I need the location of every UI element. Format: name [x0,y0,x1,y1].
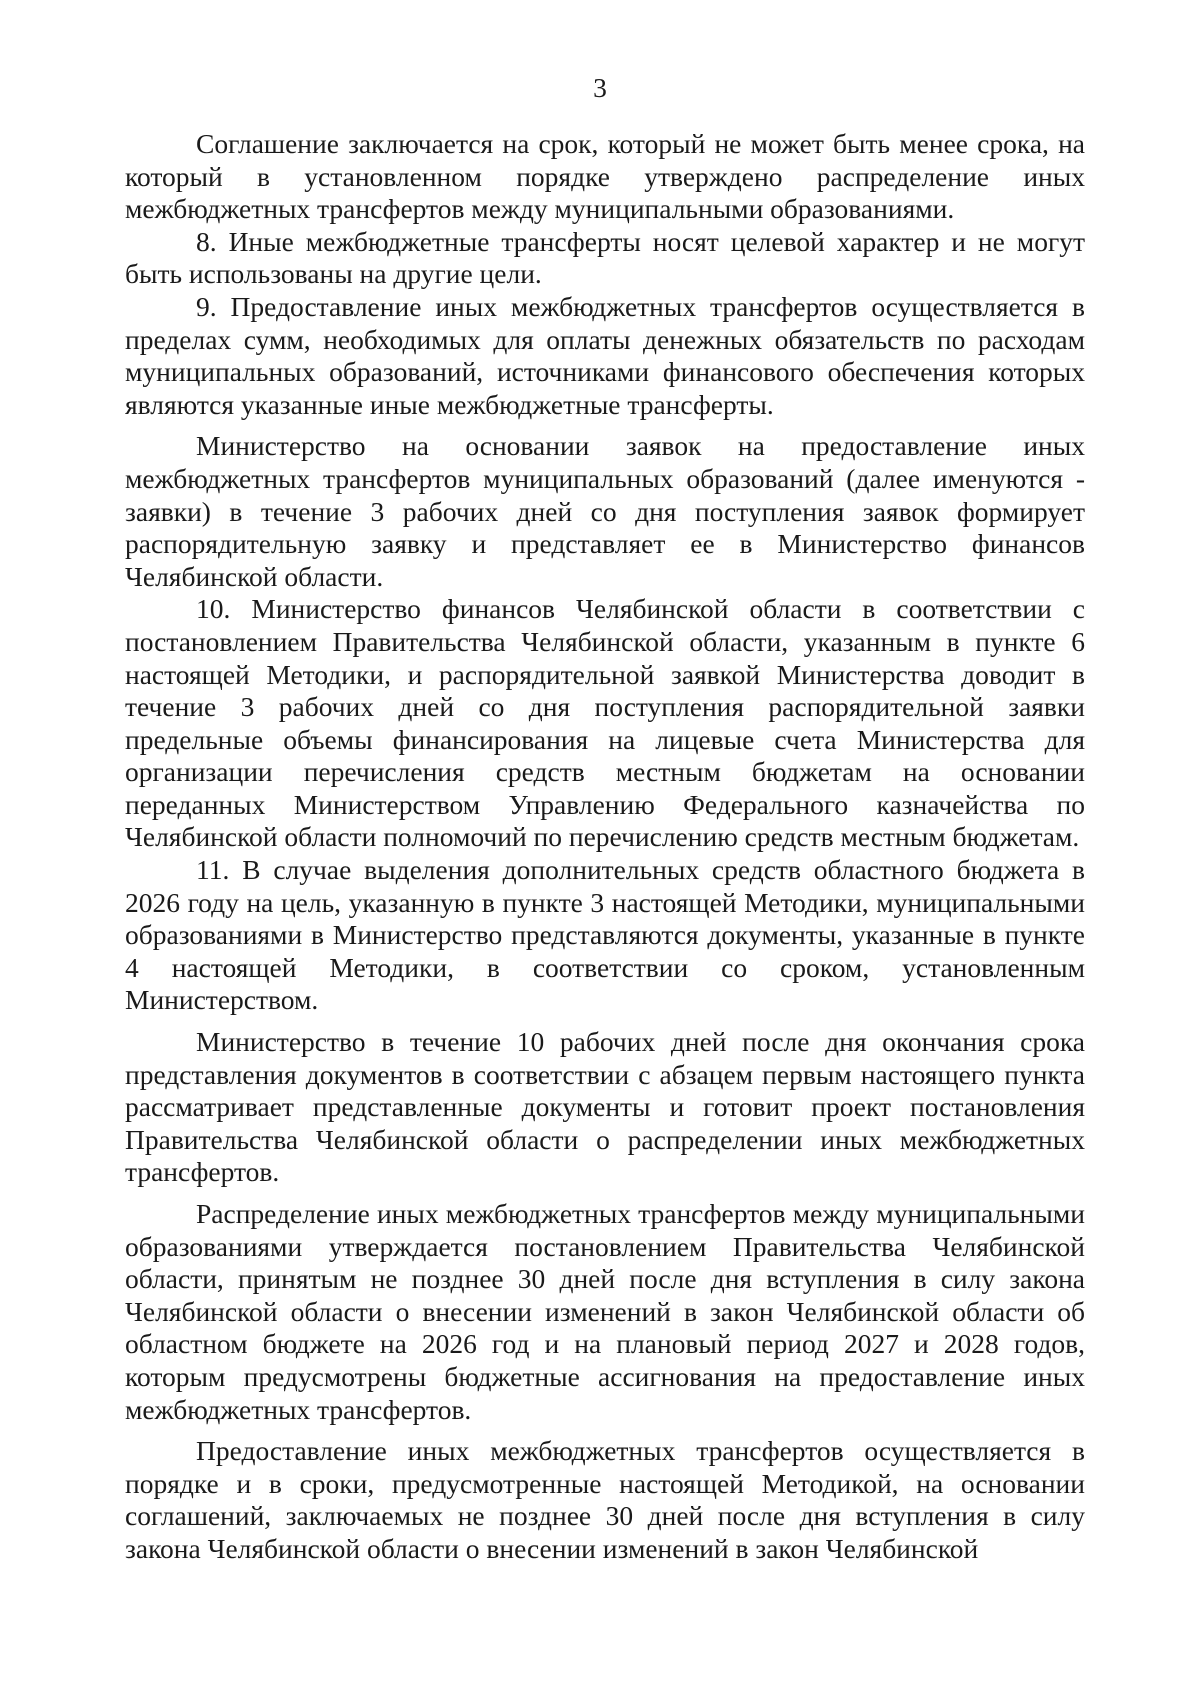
paragraph-ministry-applications: Министерство на основании заявок на предоставление иных межбюджетных трансфертов муниципальных образований (далее именуются - заявки) в течение 3 рабочих дней со дня поступления заявок формирует распорядительную заявку и представляет ее в Министерство финансов Челябинской области. [125,430,1085,592]
paragraph-item-9: 9. Предоставление иных межбюджетных трансфертов осуществляется в пределах сумм, необходимых для оплаты денежных обязательств по расходам муниципальных образований, источниками финансового обеспечения которых являются указанные иные межбюджетные трансферты. [125,290,1085,420]
paragraph-agreement-term: Соглашение заключается на срок, который не может быть менее срока, на который в установленном порядке утверждено распределение иных межбюджетных трансфертов между муниципальными образованиями. [125,128,1085,225]
document-body [125,128,1085,1566]
paragraph-provision: Предоставление иных межбюджетных трансфертов осуществляется в порядке и в сроки, предусмотренные настоящей Методикой, на основании соглашений, заключаемых не позднее 30 дней после дня вступления в силу закона Челябинской области о внесении изменений в закон Челябинской [125,1435,1085,1564]
paragraph-item-8: 8. Иные межбюджетные трансферты носят целевой характер и не могут быть использованы на другие цели. [125,225,1085,290]
paragraph-item-11: 11. В случае выделения дополнительных средств областного бюджета в 2026 году на цель, указанную в пункте 3 настоящей Методики, муниципальными образованиями в Министерство представляются документы, указанные в пункте 4 настоящей Методики, в соответствии со сроком, установленным Министерством. [125,854,1085,1016]
paragraph-distribution: Распределение иных межбюджетных трансфертов между муниципальными образованиями утверждается постановлением Правительства Челябинской области, принятым не позднее 30 дней после дня вступления в силу закона Челябинской области о внесении изменений в закон Челябинской области об областном бюджете на 2026 год и на плановый период 2027 и 2028 годов, которым предусмотрены бюджетные ассигнования на предоставление иных межбюджетных трансфертов. [125,1198,1085,1425]
paragraph-ministry-review: Министерство в течение 10 рабочих дней после дня окончания срока представления документов в соответствии с абзацем первым настоящего пункта рассматривает представленные документы и готовит проект постановления Правительства Челябинской области о распределении иных межбюджетных трансфертов. [125,1026,1085,1188]
paragraph-item-10: 10. Министерство финансов Челябинской области в соответствии с постановлением Правительства Челябинской области, указанным в пункте 6 настоящей Методики, и распорядительной заявкой Министерства доводит в течение 3 рабочих дней со дня поступления распорядительной заявки предельные объемы финансирования на лицевые счета Министерства для организации перечисления средств местным бюджетам на основании переданных Министерством Управлению Федерального казначейства по Челябинской области полномочий по перечислению средств местным бюджетам. [125,593,1085,853]
page-number: 3 [593,72,607,103]
